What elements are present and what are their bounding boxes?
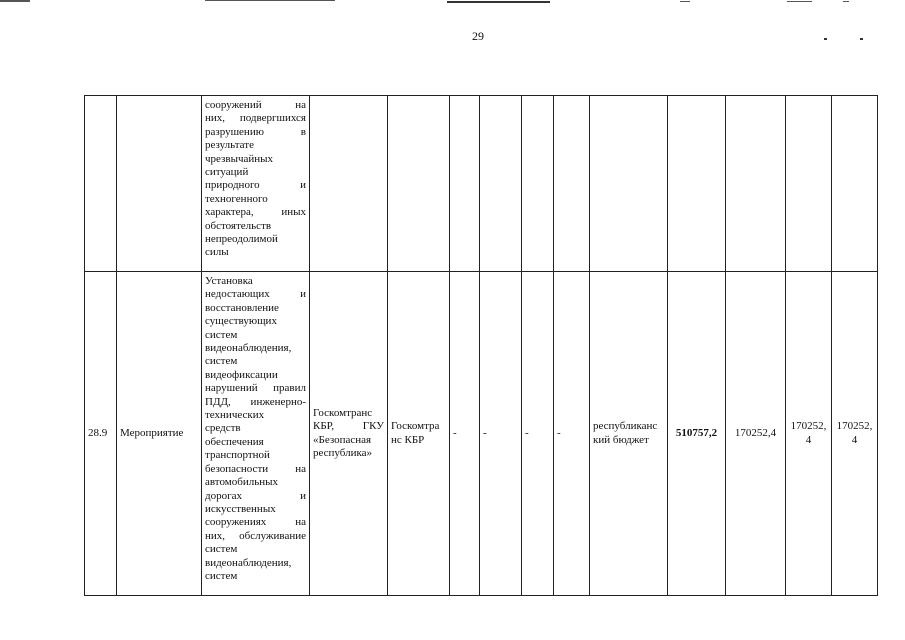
source-line: республиканс	[593, 420, 658, 433]
description-line: систем	[205, 543, 238, 556]
cell-num: 28.9	[85, 272, 117, 596]
responsible-line: КБР, ГКУ	[313, 420, 384, 433]
responsible-line: Госкомтранс	[313, 406, 373, 419]
description-line: средств	[205, 422, 241, 435]
description-line: техногенного	[205, 192, 268, 205]
description-line: них, подвергшихся	[205, 112, 306, 125]
cell-year-2	[786, 96, 832, 272]
cell-total: 510757,2	[668, 272, 726, 596]
cell-source	[590, 96, 668, 272]
source-line: кий бюджет	[593, 433, 649, 446]
year-3-line: 170252,	[836, 420, 873, 433]
cell-description	[202, 272, 310, 596]
table-row	[85, 96, 878, 272]
cell-year-3	[832, 272, 878, 596]
cell-dash	[554, 96, 590, 272]
description-line: них, обслуживание	[205, 529, 306, 542]
description-line: видеонаблюдения,	[205, 556, 292, 569]
description-line: автомобильных	[205, 476, 278, 489]
scan-artifact-line	[843, 1, 849, 2]
scan-artifact-dot	[860, 38, 863, 40]
table-row	[85, 272, 878, 596]
program-table	[84, 95, 878, 596]
description-line: восстановление	[205, 301, 279, 314]
description-line: существующих	[205, 315, 277, 328]
cell-responsible	[310, 96, 388, 272]
cell-dash	[480, 96, 522, 272]
description-line: видеонаблюдения,	[205, 342, 292, 355]
description-line: Установка	[205, 275, 253, 287]
description-line: природного и	[205, 179, 306, 192]
description-line: искусственных	[205, 502, 276, 515]
cell-year-1	[726, 96, 786, 272]
cell-total	[668, 96, 726, 272]
cell-dash: -	[450, 272, 480, 596]
scan-artifact-line	[680, 1, 690, 2]
scan-artifact-line	[787, 1, 812, 2]
description-line: ситуаций	[205, 166, 249, 179]
year-2-line: 170252,	[790, 420, 827, 433]
cell-year-3	[832, 96, 878, 272]
year-3-line: 4	[851, 433, 858, 446]
scan-artifact-line	[0, 0, 30, 2]
coexecutor-line: Госкомтра	[391, 420, 440, 433]
cell-type	[117, 96, 202, 272]
description-line: разрушению в	[205, 125, 306, 138]
description-line: систем	[205, 355, 238, 368]
description-line: характера, иных	[205, 206, 306, 219]
cell-source	[590, 272, 668, 596]
year-2-line: 4	[805, 433, 812, 446]
cell-coexecutor	[388, 272, 450, 596]
responsible-line: республика»	[313, 446, 373, 459]
description-line: обстоятельств	[205, 219, 272, 232]
description-line: технических	[205, 409, 265, 422]
cell-num	[85, 96, 117, 272]
scan-artifact-line	[447, 1, 550, 3]
description-line: транспортной	[205, 449, 270, 462]
scan-artifact-line	[205, 0, 335, 1]
scan-artifact-dot	[824, 38, 827, 40]
page-number: 29	[472, 29, 484, 43]
cell-description	[202, 96, 310, 272]
description-line: дорогах и	[205, 489, 306, 502]
description-line: обеспечения	[205, 435, 264, 448]
description-line: видеофиксации	[205, 368, 278, 381]
cell-dash: -	[554, 272, 590, 596]
description-line: результате	[205, 139, 254, 152]
cell-coexecutor	[388, 96, 450, 272]
description-line: ПДД, инженерно-	[205, 395, 306, 408]
description-line: недостающих и	[205, 288, 306, 301]
cell-responsible	[310, 272, 388, 596]
cell-year-2	[786, 272, 832, 596]
description-line: непреодолимой	[205, 233, 278, 246]
cell-year-1: 170252,4	[726, 272, 786, 596]
coexecutor-line: нс КБР	[391, 433, 425, 446]
responsible-line: «Безопасная	[313, 433, 372, 446]
description-line: силы	[205, 246, 229, 259]
cell-type: Мероприятие	[117, 272, 202, 596]
description-line: нарушений правил	[205, 382, 306, 395]
description-line: сооружениях на	[205, 516, 306, 529]
cell-dash: -	[480, 272, 522, 596]
cell-dash: -	[522, 272, 554, 596]
description-line: систем	[205, 328, 238, 341]
cell-dash	[450, 96, 480, 272]
cell-dash	[522, 96, 554, 272]
description-line: систем	[205, 569, 238, 582]
description-line: сооружений на	[205, 99, 306, 111]
description-line: чрезвычайных	[205, 152, 274, 165]
description-line: безопасности на	[205, 462, 306, 475]
